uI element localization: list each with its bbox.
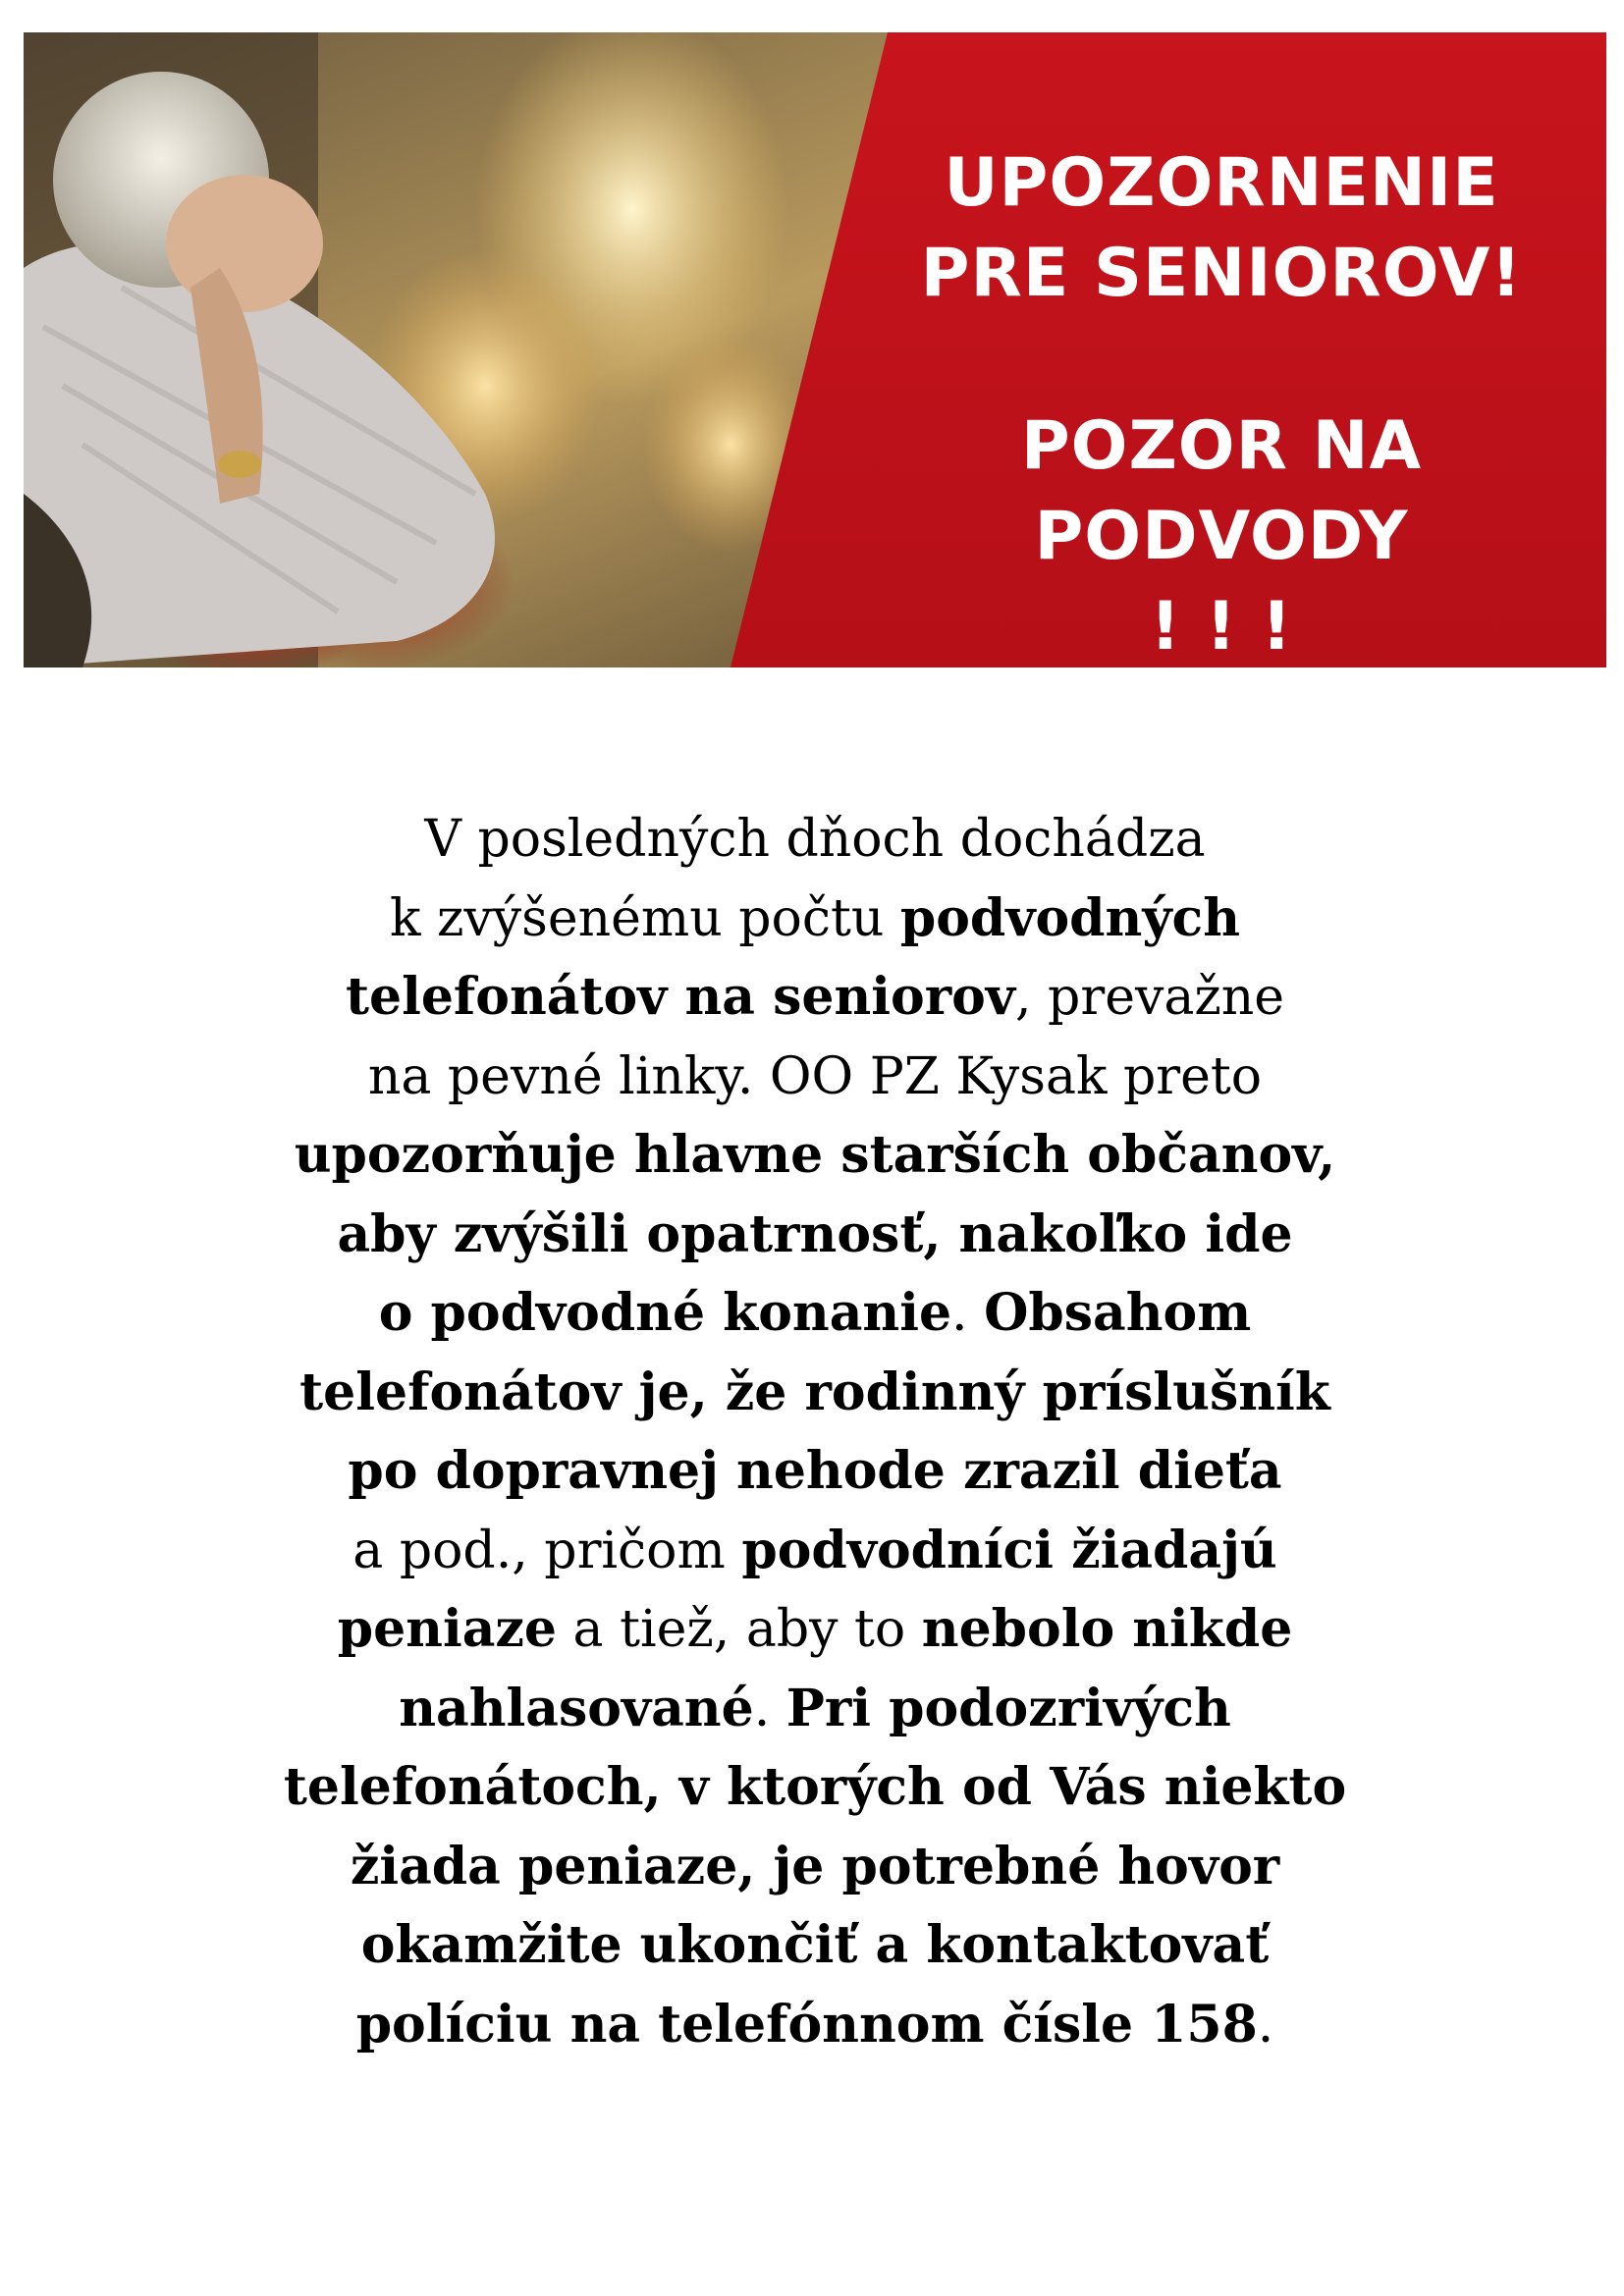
notice-text-bold: upozorňuje hlavne starších občanov,	[294, 1125, 1336, 1185]
notice-line	[147, 1748, 1483, 1828]
notice-text-bold: po dopravnej nehode zrazil dieťa	[348, 1441, 1282, 1501]
banner-heading-line1: UPOZORNENIE	[944, 144, 1499, 222]
banner-heading	[858, 138, 1585, 319]
notice-text: k zvýšenému počtu	[389, 888, 900, 948]
notice-line	[147, 1906, 1483, 1986]
notice-text-bold: telefonátov je, že rodinný príslušník	[299, 1362, 1330, 1422]
notice-line	[147, 1354, 1483, 1433]
notice-text-bold: podvodných	[899, 887, 1241, 948]
notice-text: a pod., pričom	[352, 1521, 742, 1580]
banner-warning	[858, 401, 1585, 667]
notice-line	[147, 1116, 1483, 1196]
notice-text-bold: peniaze	[337, 1599, 558, 1659]
notice-line	[147, 1274, 1483, 1354]
notice-text: a tiež, aby to	[557, 1600, 922, 1659]
banner-warning-line2: ! ! !	[1150, 588, 1293, 666]
notice-text: V posledných dňoch dochádza	[424, 810, 1206, 869]
notice-line	[147, 1986, 1483, 2065]
notice-text-bold: nebolo nikde	[921, 1599, 1293, 1659]
notice-text-bold: o podvodné konanie	[378, 1283, 952, 1343]
notice-line	[147, 800, 1483, 880]
notice-text-bold: telefonátoch, v ktorých od Vás niekto	[283, 1757, 1347, 1817]
notice-text: na pevné linky. OO PZ Kysak preto	[367, 1046, 1263, 1106]
banner-warning-line1: POZOR NA PODVODY	[1020, 407, 1423, 575]
notice-text-bold: telefonátov na seniorov	[345, 967, 1015, 1027]
notice-text: .	[1257, 1995, 1274, 2055]
notice-text-bold: podvodníci žiadajú	[741, 1520, 1277, 1580]
notice-text: .	[951, 1284, 985, 1343]
notice-line	[147, 1828, 1483, 1907]
notice-line	[147, 1196, 1483, 1275]
notice-line	[147, 1670, 1483, 1749]
notice-line	[147, 880, 1483, 959]
notice-text-bold: Pri podozrivých	[785, 1678, 1231, 1738]
notice-text-bold: žiada peniaze, je potrebné hovor	[350, 1836, 1280, 1896]
notice-text-bold: nahlasované	[399, 1678, 754, 1738]
warning-banner	[24, 32, 1606, 667]
notice-text-bold: okamžite ukončiť a kontaktovať	[360, 1915, 1270, 1975]
notice-text: .	[753, 1679, 786, 1738]
notice-text-bold: aby zvýšili opatrnosť, nakoľko ide	[337, 1203, 1293, 1264]
notice-line	[147, 1038, 1483, 1117]
notice-line	[147, 958, 1483, 1038]
notice-text: , prevažne	[1015, 968, 1285, 1027]
notice-line	[147, 1512, 1483, 1591]
notice-paragraph	[147, 800, 1483, 2064]
notice-text-bold: políciu na telefónnom čísle 158	[355, 1994, 1258, 2055]
notice-line	[147, 1432, 1483, 1512]
notice-line	[147, 1590, 1483, 1670]
notice-text-bold: Obsahom	[984, 1283, 1252, 1343]
banner-heading-line2: PRE SENIOROV!	[920, 235, 1523, 312]
